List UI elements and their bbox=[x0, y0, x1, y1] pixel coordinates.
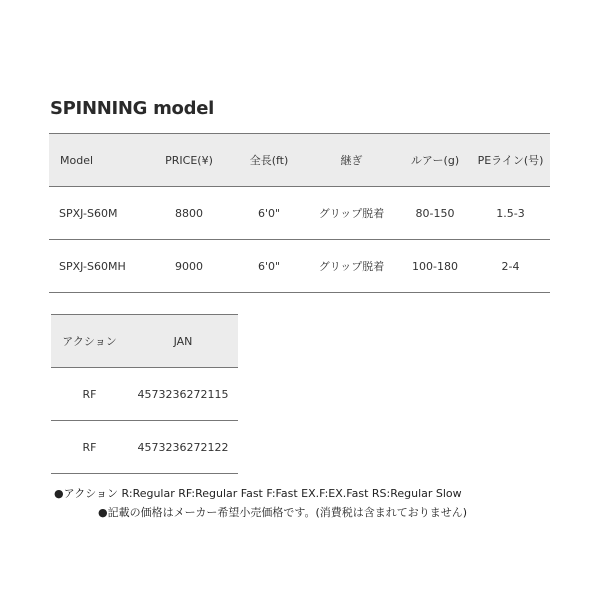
note-action-text: アクション R:Regular RF:Regular Fast F:Fast EX.F:EX.Fast RS:Regular Slow bbox=[63, 487, 462, 500]
note-price-text: 記載の価格はメーカー希望小売価格です。(消費税は含まれておりません) bbox=[107, 506, 468, 519]
spec-table bbox=[49, 133, 550, 293]
header-action: アクション bbox=[51, 315, 128, 368]
header-price: PRICE(¥) bbox=[144, 134, 234, 187]
jan-header-row bbox=[51, 315, 238, 368]
cell-pe-line: 2-4 bbox=[471, 240, 550, 293]
table-row bbox=[49, 187, 550, 240]
header-lure: ルアー(g) bbox=[399, 134, 471, 187]
note-price bbox=[54, 503, 594, 522]
cell-jan: 4573236272122 bbox=[128, 421, 238, 474]
table-row bbox=[51, 368, 238, 421]
cell-price: 9000 bbox=[144, 240, 234, 293]
cell-model: SPXJ-S60MH bbox=[49, 240, 144, 293]
table-row bbox=[51, 421, 238, 474]
section-title: SPINNING model bbox=[50, 98, 214, 119]
header-length: 全長(ft) bbox=[234, 134, 304, 187]
note-action-legend bbox=[54, 484, 594, 503]
cell-joint: グリップ脱着 bbox=[304, 240, 399, 293]
spec-header-row bbox=[49, 134, 550, 187]
cell-price: 8800 bbox=[144, 187, 234, 240]
header-model: Model bbox=[49, 134, 144, 187]
header-joint: 継ぎ bbox=[304, 134, 399, 187]
bullet-icon: ● bbox=[98, 506, 108, 519]
header-jan: JAN bbox=[128, 315, 238, 368]
bullet-icon: ● bbox=[54, 487, 64, 500]
header-pe-line: PEライン(号) bbox=[471, 134, 550, 187]
cell-action: RF bbox=[51, 368, 128, 421]
cell-joint: グリップ脱着 bbox=[304, 187, 399, 240]
cell-action: RF bbox=[51, 421, 128, 474]
notes bbox=[54, 484, 594, 522]
jan-table bbox=[51, 314, 238, 474]
cell-lure: 80-150 bbox=[399, 187, 471, 240]
cell-pe-line: 1.5-3 bbox=[471, 187, 550, 240]
cell-jan: 4573236272115 bbox=[128, 368, 238, 421]
cell-lure: 100-180 bbox=[399, 240, 471, 293]
cell-length: 6'0" bbox=[234, 240, 304, 293]
cell-model: SPXJ-S60M bbox=[49, 187, 144, 240]
cell-length: 6'0" bbox=[234, 187, 304, 240]
table-row bbox=[49, 240, 550, 293]
